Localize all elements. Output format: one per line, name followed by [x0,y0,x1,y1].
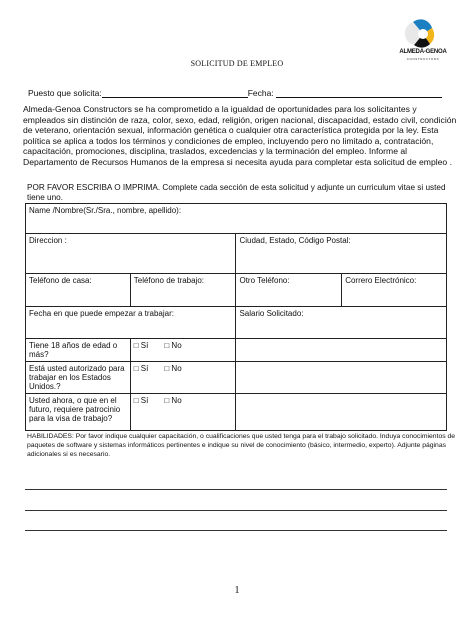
city-field[interactable] [236,234,447,274]
skills-instructions: HABILIDADES: Por favor indique cualquier capacitación, o cualificaciones que usted tenga para el trabajo solicitado. Induya conocimientos de paquetes de software y sistemas informáticos pertinentes e indique su nivel de conocimiento (básico, intermedio, experto). Adjunte páginas adicionales si es necesario. [27,433,456,458]
document-title: SOLICITUD DE EMPLEO [190,59,284,68]
date-label: Fecha: [247,88,274,98]
other-phone-label: Otro Teléfono: [239,276,290,285]
position-field[interactable] [102,88,248,98]
skills-line-1[interactable] [25,489,447,490]
sponsorship-question-label: Usted ahora, o que en el futuro, requiere patrocinio para la visa de trabajo? [29,396,121,423]
work-phone-field[interactable] [130,274,236,307]
authorized-question [26,362,131,394]
authorized-no-checkbox[interactable]: □ No [164,364,182,373]
logo-name: ALMEDA-GENOA [399,49,447,55]
work-phone-label: Teléfono de trabajo: [133,276,205,285]
date-field[interactable] [276,88,442,98]
authorized-question-label: Está usted autorizado para trabajar en los Estados Unidos.? [29,364,125,391]
email-field[interactable] [342,274,447,307]
logo-subtitle: CONSTRUCTORS [406,57,440,61]
city-label: Ciudad, Estado, Código Postal: [239,236,351,245]
age-options [130,339,236,362]
age-question [26,339,131,362]
address-field[interactable] [26,234,236,274]
home-phone-field[interactable] [26,274,131,307]
application-form [25,203,447,431]
instructions: POR FAVOR ESCRIBA O IMPRIMA. Complete cada sección de esta solicitud y adjunte un curriculum vitae si usted tiene uno. [27,183,446,202]
start-date-label: Fecha en que puede empezar a trabajar: [29,309,174,318]
sponsorship-options [130,394,236,431]
home-phone-label: Teléfono de casa: [29,276,92,285]
start-date-field[interactable] [26,307,236,339]
age-empty [236,339,447,362]
sponsorship-no-checkbox[interactable]: □ No [164,396,182,405]
authorized-yes-checkbox[interactable]: □ Sí [133,364,149,373]
salary-label: Salario Solicitado: [239,309,304,318]
other-phone-field[interactable] [236,274,342,307]
authorized-empty [236,362,447,394]
position-row [28,88,442,98]
age-question-label: Tiene 18 años de edad o más? [29,341,118,359]
name-field[interactable] [26,204,447,234]
sponsorship-empty [236,394,447,431]
salary-field[interactable] [236,307,447,339]
authorized-options [130,362,236,394]
name-label: Name /Nombre(Sr./Sra., nombre, apellido): [29,206,182,215]
sponsorship-yes-checkbox[interactable]: □ Sí [133,396,149,405]
skills-line-3[interactable] [25,530,447,531]
page-number: 1 [234,585,240,596]
skills-line-2[interactable] [25,510,447,511]
sponsorship-question [26,394,131,431]
age-no-checkbox[interactable]: □ No [164,341,182,350]
email-label: Correro Electrónico: [345,276,417,285]
position-label: Puesto que solicita: [28,88,102,98]
address-label: Direccion : [29,236,67,245]
age-yes-checkbox[interactable]: □ Sí [133,341,149,350]
eeo-statement: Almeda-Genoa Constructors se ha comprometido a la igualdad de oportunidades para los solicitantes y empleados sin distinción de raza, color, sexo, edad, religión, origen nacional, discapacidad, estado civil, condición de veterano, orientación sexual, información genética o cualquier otra característica protegida por la ley. Esta política se aplica a todos los términos y condiciones de empleo, incluyendo pero no limitado a, contratación, capacitación, promociones, disciplina, traslados, excedencias y la terminación del empleo. Informe al Departamento de Recursos Humanos de la empresa si necesita ayuda para completar esta solicitud de empleo . [23,104,457,167]
